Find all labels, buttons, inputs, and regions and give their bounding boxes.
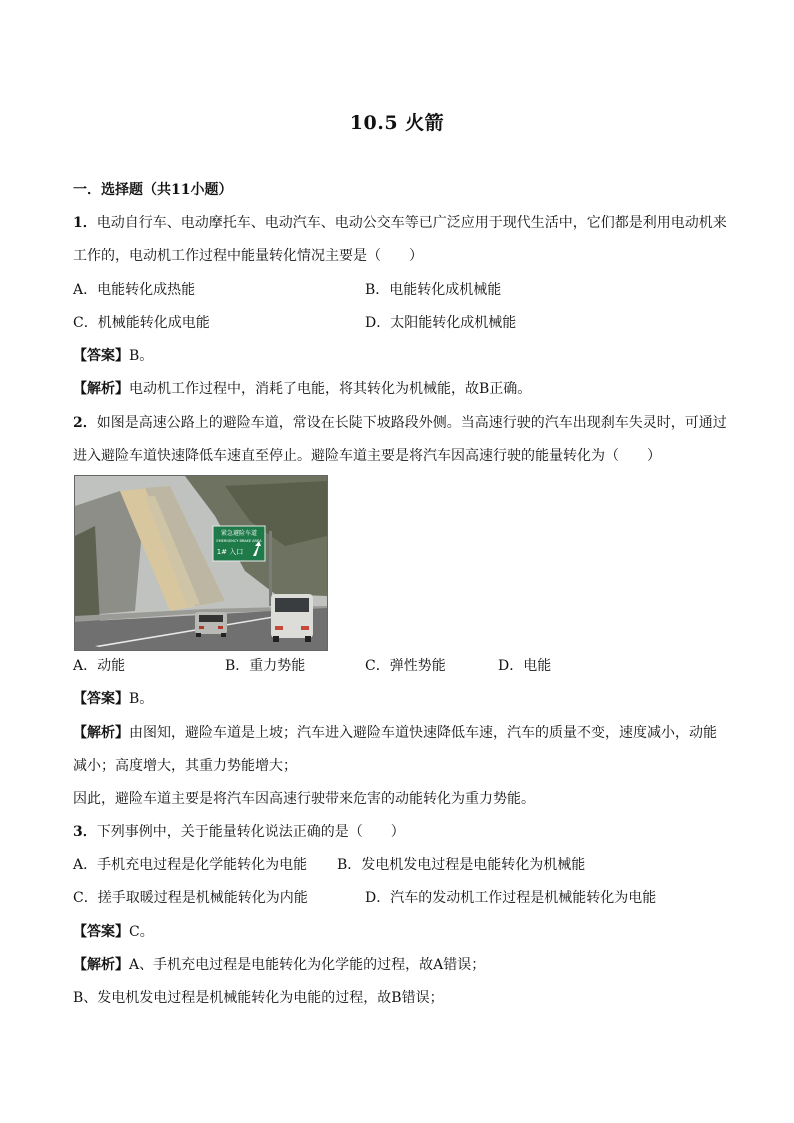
q2-analysis-line-2: 减小；高度增大，其重力势能增大；: [73, 758, 297, 774]
q3-analysis-line-2: B、发电机发电过程是机械能转化为电能的过程，故B错误；: [73, 990, 444, 1006]
q1-option-b: B．电能转化成机械能: [365, 282, 502, 298]
q2-analysis-line-3: 因此，避险车道主要是将汽车因高速行驶带来危害的动能转化为重力势能。: [73, 791, 535, 807]
q2-stem-line-1: [73, 413, 727, 433]
q3-analysis-line-1: [73, 955, 485, 975]
q1-analysis-tag: 【解析】: [73, 381, 129, 397]
q2-stem-line-2: 进入避险车道快速降低车速直至停止。避险车道主要是将汽车因高速行驶的能量转化为（ ）: [73, 448, 661, 464]
q2-option-a: A．动能: [73, 658, 126, 674]
q1-stem-line-2: 工作的，电动机工作过程中能量转化情况主要是（ ）: [73, 248, 423, 264]
q3-answer-value: C。: [129, 924, 154, 940]
sign-text-3: 1# 入口: [216, 548, 244, 556]
q3-stem-text: 下列事例中，关于能量转化说法正确的是（ ）: [96, 824, 405, 840]
q2-stem-text-1: 如图是高速公路上的避险车道，常设在长陡下坡路段外侧。当高速行驶的汽车出现刹车失灵时，可通过: [96, 415, 727, 431]
sign-text-2: EMERGENCY BRAKE AREA: [216, 539, 262, 543]
q1-analysis: [73, 379, 531, 399]
q2-option-d: D．电能: [498, 658, 552, 674]
q3-analysis-text-1: A、手机充电过程是电能转化为化学能的过程，故A错误；: [129, 957, 486, 973]
q2-answer: [73, 689, 153, 709]
q3-option-c: C．搓手取暖过程是机械能转化为内能: [73, 890, 308, 906]
q1-answer-value: B。: [129, 348, 154, 364]
q2-analysis-tag: 【解析】: [73, 725, 129, 741]
sign-text-1: 紧急避险车道: [220, 530, 258, 537]
q1-option-a: A．电能转化成热能: [73, 282, 196, 298]
q1-answer-tag: 【答案】: [73, 348, 129, 364]
q3-option-a: A．手机充电过程是化学能转化为电能: [73, 857, 308, 873]
q3-answer-tag: 【答案】: [73, 924, 129, 940]
q3-answer: [73, 922, 154, 942]
q1-number: 1．: [73, 215, 97, 231]
q3-number: 3．: [73, 824, 97, 840]
q1-option-d: D．太阳能转化成机械能: [365, 315, 517, 331]
page-title: 10.5 火箭: [349, 112, 445, 134]
q1-stem-line-1: [73, 213, 727, 233]
q1-answer: [73, 346, 153, 366]
q2-number: 2．: [73, 415, 97, 431]
q2-answer-value: B。: [129, 691, 154, 707]
q3-option-d: D．汽车的发动机工作过程是机械能转化为电能: [365, 890, 657, 906]
q2-option-c: C．弹性势能: [365, 658, 446, 674]
q2-option-b: B．重力势能: [225, 658, 306, 674]
q1-option-c: C．机械能转化成电能: [73, 315, 210, 331]
q2-analysis-text-1: 由图知，避险车道是上坡；汽车进入避险车道快速降低车速，汽车的质量不变，速度减小，动能: [129, 725, 717, 741]
q1-analysis-text: 电动机工作过程中，消耗了电能，将其转化为机械能，故B正确。: [129, 381, 532, 397]
q2-answer-tag: 【答案】: [73, 691, 129, 707]
section-heading: 一．选择题（共11小题）: [73, 182, 233, 198]
q3-analysis-tag: 【解析】: [73, 957, 129, 973]
escape-ramp-photo: [74, 475, 328, 651]
q3-option-b: B．发电机发电过程是电能转化为机械能: [337, 857, 586, 873]
q1-stem-text-1: 电动自行车、电动摩托车、电动汽车、电动公交车等已广泛应用于现代生活中，它们都是利用电动机来: [96, 215, 727, 231]
q2-analysis-line-1: [73, 723, 717, 743]
q3-stem: [73, 822, 405, 842]
